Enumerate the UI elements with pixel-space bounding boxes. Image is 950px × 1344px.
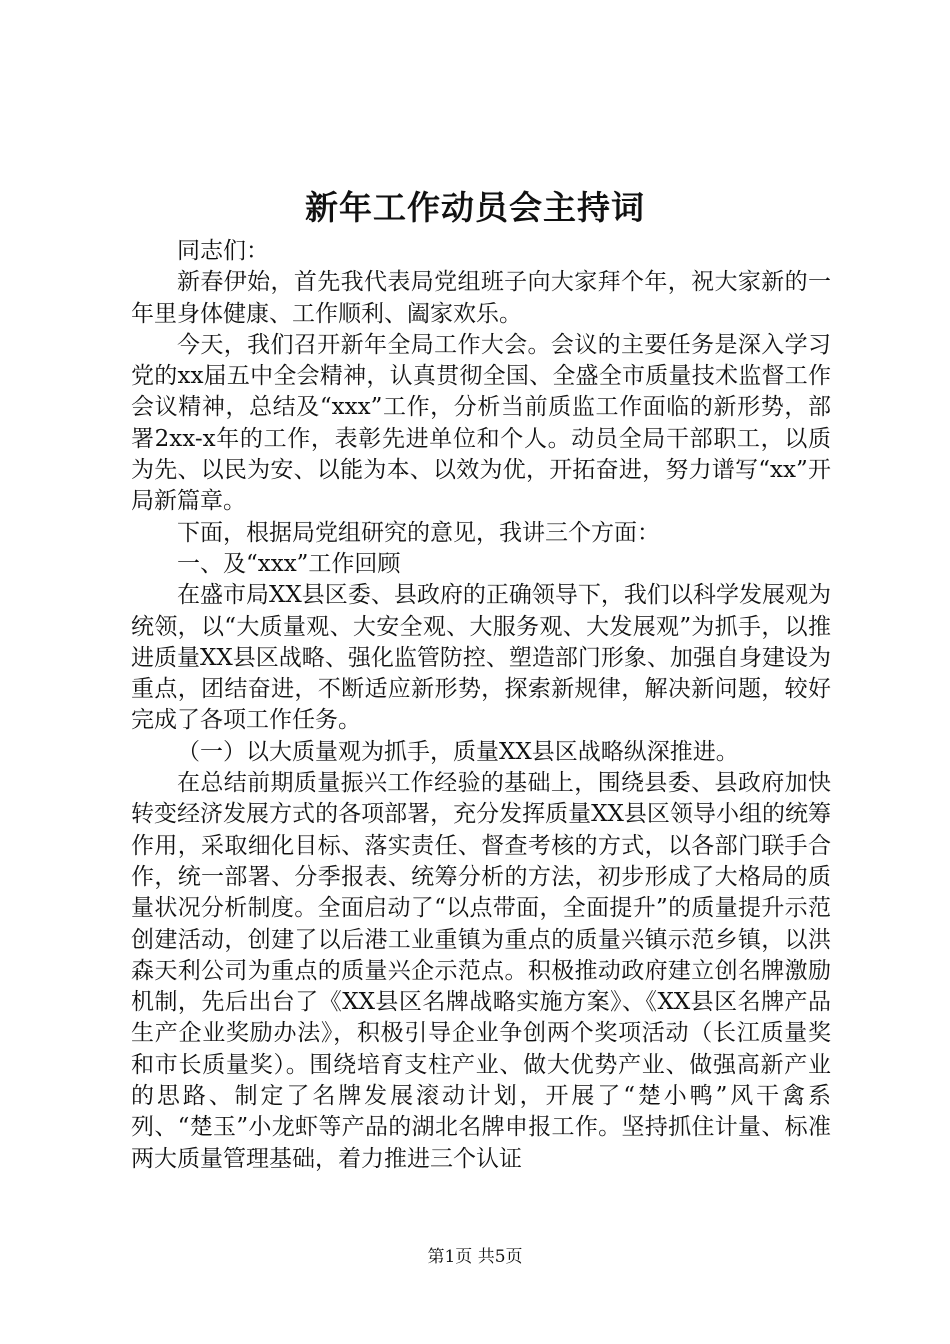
paragraph-salutation: 同志们： <box>177 238 269 264</box>
paragraph-meeting-purpose: 今天，我们召开新年全局工作大会。会议的主要任务是深入学习党的xx届五中全会精神，认真贯彻全国、全盛全市质量技术监督工作会议精神，总结及“xxx”工作，分析当前质监工作面临的新形势，部署2xx-x年的工作，表彰先进单位和个人。动员全局干部职工，以质为先、以民为安、以能为本、以效为优，开拓奋进，努力谱写“xx”开局新篇章。 <box>131 331 831 515</box>
paragraph-review-summary: 在盛市局XX县区委、县政府的正确领导下，我们以科学发展观为统领，以“大质量观、大安全观、大服务观、大发展观”为抓手，以推进质量XX县区战略、强化监管防控、塑造部门形象、加强自身建设为重点，团结奋进，不断适应新形势，探索新规律，解决新问题，较好完成了各项工作任务。 <box>131 582 831 734</box>
document-body <box>131 236 831 1175</box>
paragraph-quality-details: 在总结前期质量振兴工作经验的基础上，围绕县委、县政府加快转变经济发展方式的各项部署，充分发挥质量XX县区领导小组的统筹作用，采取细化目标、落实责任、督查考核的方式，以各部门联手合作，统一部署、分季报表、统筹分析的方法，初步形成了大格局的质量状况分析制度。全面启动了“以点带面，全面提升”的质量提升示范创建活动，创建了以后港工业重镇为重点的质量兴镇示范乡镇，以洪森天利公司为重点的质量兴企示范点。积极推动政府建立创名牌激励机制，先后出台了《XX县区名牌战略实施方案》、《XX县区名牌产品生产企业奖励办法》，积极引导企业争创两个奖项活动（长江质量奖和市长质量奖）。围绕培育支柱产业、做大优势产业、做强高新产业的思路、制定了名牌发展滚动计划，开展了“楚小鸭”风干禽系列、“楚玉”小龙虾等产品的湖北名牌申报工作。坚持抓住计量、标准两大质量管理基础，着力推进三个认证 <box>131 770 831 1172</box>
paragraph-greeting: 新春伊始，首先我代表局党组班子向大家拜个年，祝大家新的一年里身体健康、工作顺利、阖家欢乐。 <box>131 269 831 327</box>
page-number-footer: 第1页 共5页 <box>427 1247 523 1267</box>
paragraph-outline-intro: 下面，根据局党组研究的意见，我讲三个方面： <box>177 519 660 546</box>
subsection-heading-quality: （一）以大质量观为抓手，质量XX县区战略纵深推进。 <box>177 738 739 765</box>
document-title: 新年工作动员会主持词 <box>305 188 645 227</box>
section-heading-review: 一、及“xxx”工作回顾 <box>177 550 401 577</box>
